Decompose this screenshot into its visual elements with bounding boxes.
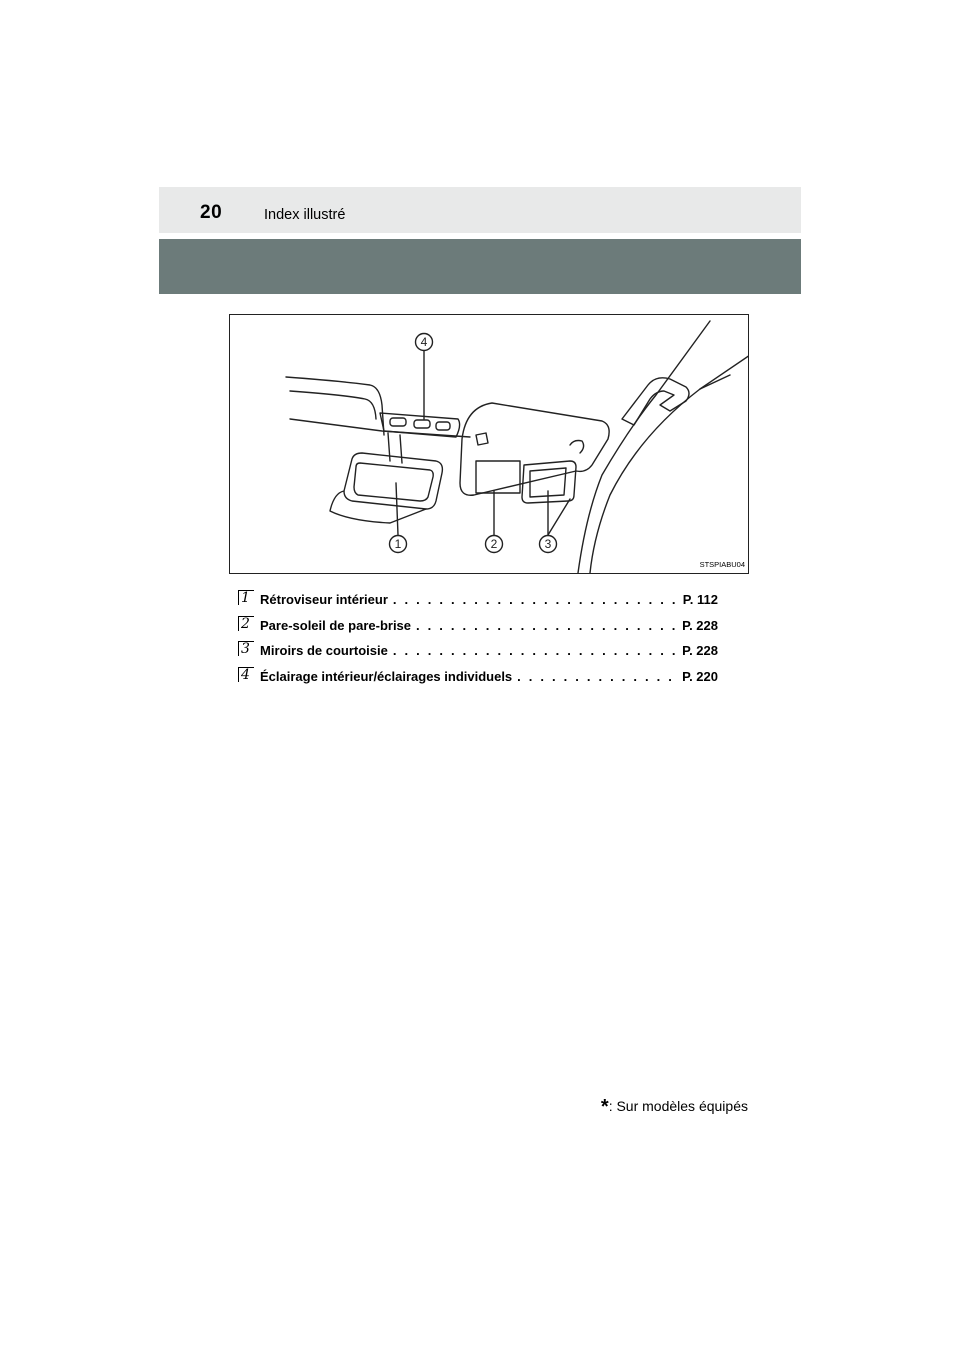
header-bar (159, 187, 801, 233)
leader-1 (396, 483, 398, 535)
rearview-mirror (344, 453, 442, 509)
dot-leader (517, 669, 677, 684)
interior-ceiling-drawing (230, 315, 749, 574)
list-item (238, 590, 718, 616)
footnote-text: : Sur modèles équipés (608, 1098, 748, 1114)
list-item (238, 641, 718, 667)
mirror-stem (388, 433, 390, 461)
item-page-ref[interactable]: P. 112 (682, 592, 718, 607)
callout-4: 4 (420, 335, 428, 349)
item-list (238, 590, 718, 692)
a-pillar-inner (590, 355, 749, 573)
visor-pivot (570, 441, 584, 454)
item-number: 1 (238, 590, 254, 605)
leader-3b (548, 499, 570, 535)
item-label: Pare-soleil de pare-brise (260, 617, 412, 633)
light-1 (390, 418, 406, 426)
section-band (159, 239, 801, 294)
page-number: 20 (200, 202, 223, 223)
visor-label (476, 461, 520, 493)
overhead-console (380, 413, 460, 437)
section-title: Index illustré (264, 207, 346, 223)
visor-clip (476, 433, 488, 445)
a-pillar-edge (700, 375, 730, 389)
sun-visor (460, 403, 609, 495)
callout-3: 3 (544, 537, 552, 551)
roof-line-inner (290, 391, 376, 419)
item-label: Éclairage intérieur/éclairages individuels (260, 668, 513, 684)
dot-leader (393, 643, 677, 658)
footnote-marker: * (600, 1096, 609, 1118)
list-item (238, 667, 718, 693)
assist-grip (622, 378, 689, 425)
item-label: Rétroviseur intérieur (260, 592, 388, 607)
figure-code: STSPIABU04 (699, 560, 745, 569)
item-page-ref[interactable]: P. 220 (682, 668, 718, 684)
item-page-ref[interactable]: P. 228 (682, 643, 718, 658)
mirror-stem-2 (400, 435, 402, 463)
item-number: 3 (238, 641, 254, 656)
light-2 (414, 420, 430, 428)
callout-2: 2 (490, 537, 498, 551)
rearview-mirror-glass (354, 463, 433, 501)
dot-leader (393, 592, 678, 607)
item-number: 2 (238, 616, 254, 631)
light-3 (436, 422, 450, 430)
callout-1: 1 (394, 537, 402, 551)
roof-line (286, 377, 384, 435)
item-label: Miroirs de courtoisie (260, 643, 388, 658)
item-page-ref[interactable]: P. 228 (682, 617, 718, 633)
list-item (238, 616, 718, 642)
item-number: 4 (238, 667, 254, 682)
figure-illustration (229, 314, 749, 574)
dot-leader (416, 618, 677, 633)
a-pillar-outer (578, 321, 710, 573)
footnote (601, 1096, 748, 1119)
